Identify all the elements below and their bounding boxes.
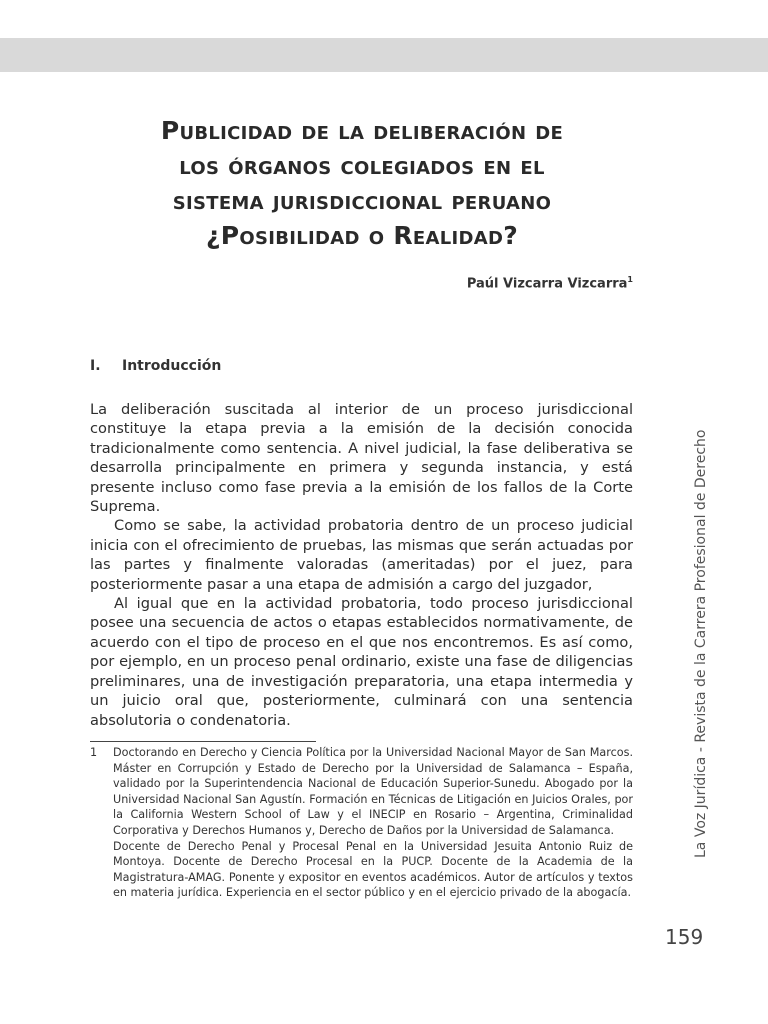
section-title: Introducción [122,358,222,374]
footnote-text: Docente de Derecho Penal y Procesal Penal en la Universidad Jesuita Antonio Ruiz de Montoya. Docente de Derecho Procesal en la PUCP. Docente de la Academia de la Magistratura-AMAG. Ponente y expositor en eventos académicos. Autor de artículos y textos en materia jurídica. Experiencia en el sector público y en el ejercicio privado de la abogacía. [113,839,633,900]
footnote-number: 1 [90,746,98,759]
article-title [90,113,634,253]
paragraph: Al igual que en la actividad probatoria, todo proceso jurisdiccional posee una secuencia de actos o etapas establecidos normativamente, de acuerdo con el tipo de proceso en el que nos encontremos. Es así como, por ejemplo, en un proceso penal ordinario, existe una fase de diligencias preliminares, una de investigación preparatoria, una etapa intermedia y un juicio oral que, posteriormente, culminará con una sentencia absolutoria o condenatoria. [90,595,633,729]
title-line: sistema jurisdiccional peruano [172,186,552,215]
journal-side-title: La Voz Jurídica - Revista de la Carrera Profesional de Derecho [693,429,709,858]
title-line: Publicidad de la deliberación de [160,116,564,145]
section-number: I. [90,358,101,374]
author-name: Paúl Vizcarra Vizcarra [466,276,628,292]
page-number: 159 [665,925,704,949]
paragraph: Como se sabe, la actividad probatoria dentro de un proceso judicial inicia con el ofrecimiento de pruebas, las mismas que serán actuadas por las partes y finalmente valoradas (ameritadas) por el juez, para posteriormente pasar a una etapa de admisión a cargo del juzgador, [90,517,633,593]
footnote-text: Doctorando en Derecho y Ciencia Política por la Universidad Nacional Mayor de San Marcos. Máster en Corrupción y Estado de Derecho por la Universidad de Salamanca – España, validado por la Superintendencia Nacional de Educación Superior-Sunedu. Abogado por la Universidad Nacional San Agustín. Formación en Técnicas de Litigación en Juicios Orales, por la California Western School of Law y el INECIP en Rosario – Argentina, Criminalidad Corporativa y Derechos Humanos y, Derecho de Daños por la Universidad de Salamanca. [113,746,633,837]
footnote [90,745,633,901]
footnote-divider [90,741,316,742]
footnote-reference[interactable]: 1 [627,275,633,284]
paragraph: La deliberación suscitada al interior de un proceso jurisdiccional constituye la etapa previa a la emisión de la decisión conocida tradicionalmente como sentencia. A nivel judicial, la fase deliberativa se desarrolla principalmente en primera y segunda instancia, y está presente incluso como fase previa a la emisión de los fallos de la Corte Suprema. [90,401,633,516]
author-line [90,275,633,291]
title-line: los órganos colegiados en el [179,151,545,180]
header-band [0,38,768,72]
section-heading [90,358,221,374]
body-text [90,400,633,730]
title-line: ¿Posibilidad o Realidad? [205,221,519,250]
